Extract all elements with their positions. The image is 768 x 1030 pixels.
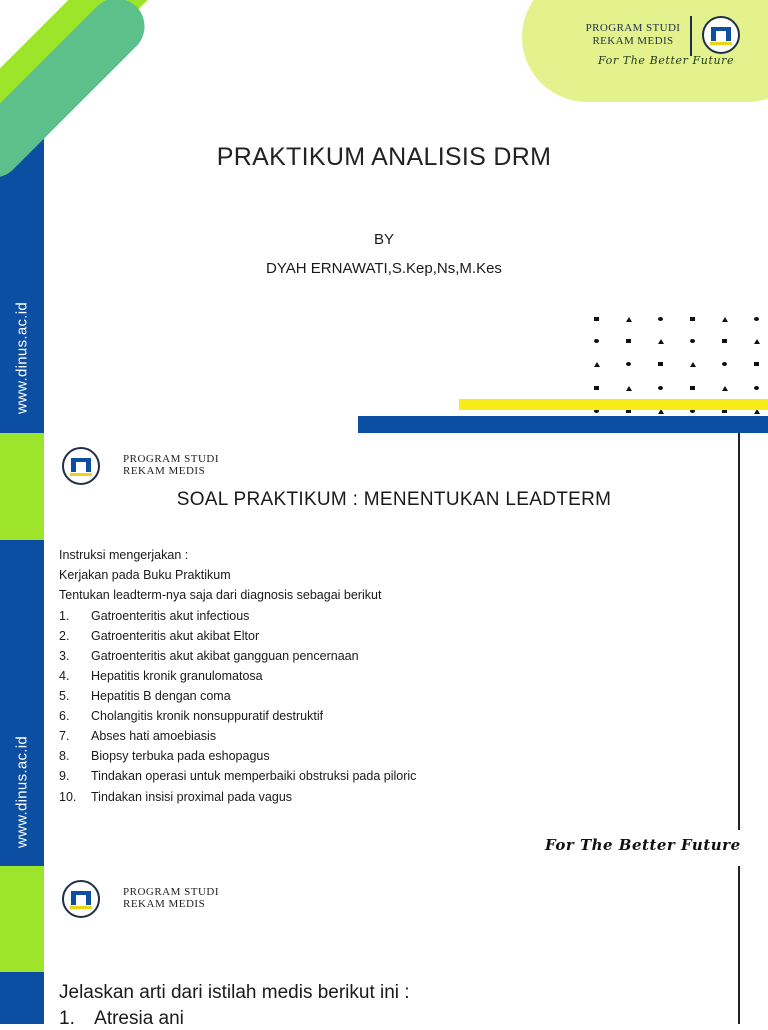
logo-line2: REKAM MEDIS	[592, 35, 674, 47]
logo-line1: PROGRAM STUDI	[585, 22, 681, 34]
decor-yellow-bar	[459, 399, 768, 410]
decor-blue-bar	[358, 416, 768, 433]
slide1-author: DYAH ERNAWATI,S.Kep,Ns,M.Kes	[266, 260, 502, 277]
logo-line2: REKAM MEDIS	[123, 898, 206, 910]
university-seal-icon	[62, 880, 100, 918]
logo-tagline: For The Better Future	[598, 54, 735, 67]
slide3-vertical-line	[738, 866, 740, 1024]
list-item: 5. Hepatitis B dengan coma	[59, 689, 231, 703]
logo-line2: REKAM MEDIS	[123, 465, 206, 477]
sidebar-url-mid: www.dinus.ac.id	[13, 735, 31, 849]
university-seal-icon	[702, 16, 740, 54]
slide3-question: Jelaskan arti dari istilah medis berikut ini :	[59, 982, 410, 1003]
slide3-logo-text	[123, 886, 219, 910]
slide3-first-item	[59, 1008, 184, 1030]
list-item: 9. Tindakan operasi untuk memperbaiki obstruksi pada piloric	[59, 769, 417, 783]
instruction-line: Kerjakan pada Buku Praktikum	[59, 568, 231, 582]
list-item: 1. Gatroenteritis akut infectious	[59, 609, 250, 623]
list-item: 8. Biopsy terbuka pada eshopagus	[59, 749, 270, 763]
list-item: 7. Abses hati amoebiasis	[59, 729, 217, 743]
list-item: 2. Gatroenteritis akut akibat Eltor	[59, 629, 260, 643]
instruction-line: Tentukan leadterm-nya saja dari diagnosis sebagai berikut	[59, 588, 382, 602]
sidebar-green-1	[0, 433, 44, 540]
list-item: 3. Gatroenteritis akut akibat gangguan pencernaan	[59, 649, 359, 663]
slide3-first-item-text: Atresia ani	[94, 1008, 184, 1029]
logo-line1: PROGRAM STUDI	[123, 453, 220, 465]
sidebar-blue-bottom	[0, 972, 44, 1024]
slide2-logo-text	[123, 453, 219, 477]
list-item: 4. Hepatitis kronik granulomatosa	[59, 669, 263, 683]
logo-line1: PROGRAM STUDI	[123, 886, 220, 898]
list-item: 10. Tindakan insisi proximal pada vagus	[59, 790, 293, 804]
slide1-title: PRAKTIKUM ANALISIS DRM	[216, 143, 552, 171]
university-seal-icon	[62, 447, 100, 485]
sidebar-url-top: www.dinus.ac.id	[13, 301, 31, 415]
slide2-motto: For The Better Future	[545, 836, 741, 854]
logo-program-title	[578, 22, 688, 48]
slide3-first-item-num: 1.	[59, 1008, 75, 1029]
logo-divider	[690, 16, 692, 56]
slide2-title: SOAL PRAKTIKUM : MENENTUKAN LEADTERM	[176, 489, 612, 510]
slide1-by: BY	[373, 231, 394, 248]
sidebar-green-2	[0, 866, 44, 972]
list-item: 6. Cholangitis kronik nonsuppuratif destruktif	[59, 709, 324, 723]
instruction-line: Instruksi mengerjakan :	[59, 548, 189, 562]
